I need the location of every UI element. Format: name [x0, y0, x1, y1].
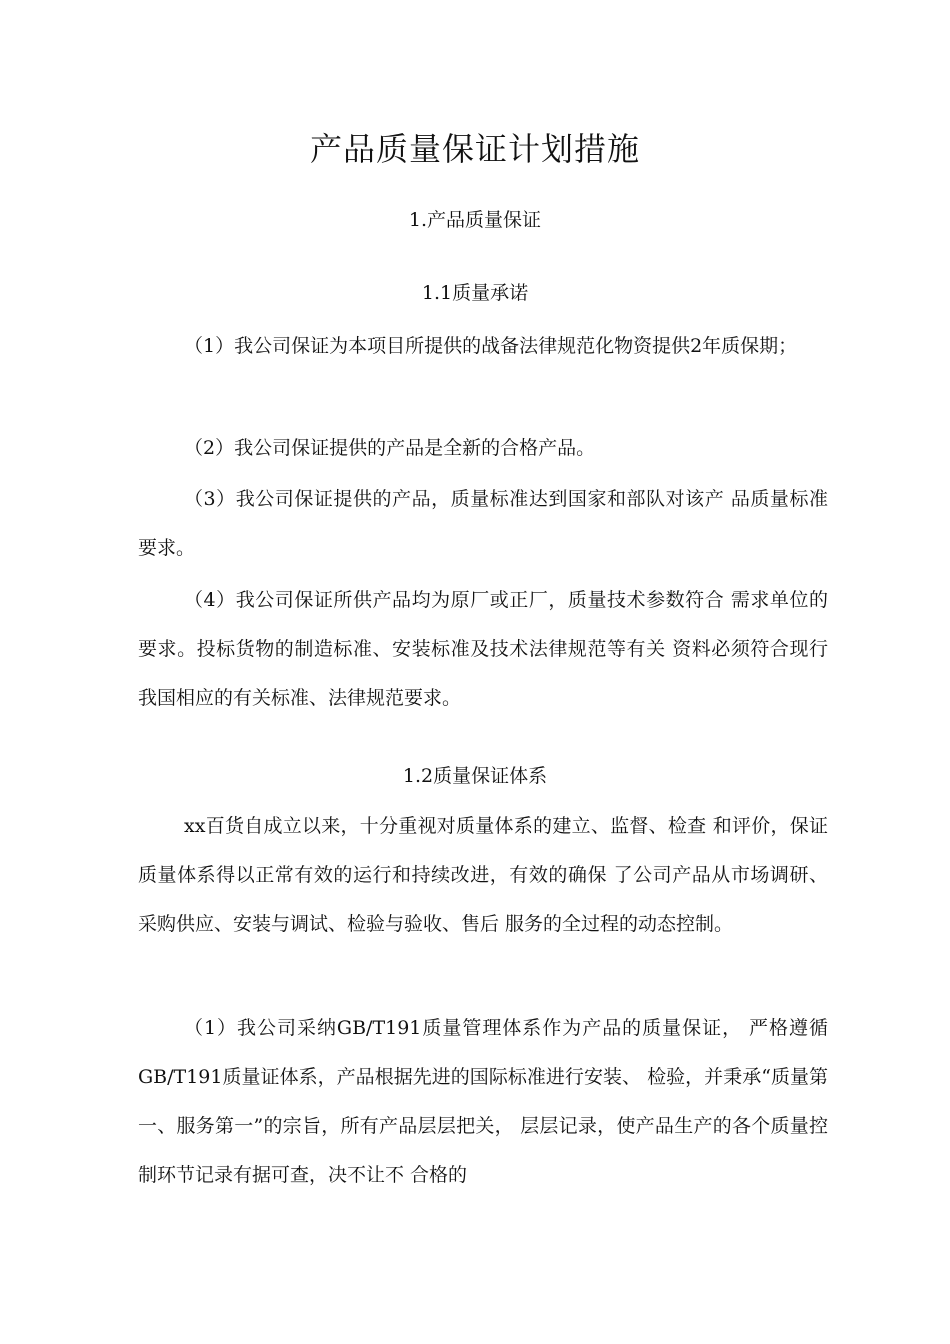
quality-system-paragraph-1: xx百货自成立以来，十分重视对质量体系的建立、监督、检查 和评价，保证质量体系得以正常有效的运行和持续改进，有效的确保 了公司产品从市场调研、采购供应、安装与调试、检验与验收、售后 服务的全过程的动态控制。 [138, 815, 828, 935]
commitment-paragraph-1: （1）我公司保证为本项目所提供的战备法律规范化物资提供2年质保期； [184, 335, 798, 357]
quality-system-paragraph-2: （1）我公司采纳GB/T191质量管理体系作为产品的质量保证， 严格遵循GB/T191质量证体系，产品根据先进的国际标准进行安装、 检验，并秉承“质量第一、服务第一”的宗旨，所有产品层层把关， 层层记录，使产品生产的各个质量控制环节记录有据可查，决不让不 合格的 [138, 1017, 828, 1186]
section-1-2-heading: 1.2质量保证体系 [402, 765, 548, 787]
section-1-1-heading: 1.1质量承诺 [421, 282, 529, 304]
section-1-heading: 1.产品质量保证 [408, 209, 542, 231]
commitment-paragraph-3: （3）我公司保证提供的产品，质量标准达到国家和部队对该产 品质量标准要求。 [138, 488, 828, 559]
commitment-paragraph-2: （2）我公司保证提供的产品是全新的合格产品。 [184, 437, 596, 459]
document-title: 产品质量保证计划措施 [309, 130, 640, 168]
commitment-paragraph-4: （4）我公司保证所供产品均为原厂或正厂，质量技术参数符合 需求单位的要求。投标货物的制造标准、安装标准及技术法律规范等有关 资料必须符合现行我国相应的有关标准、法律规范要求。 [138, 589, 828, 709]
